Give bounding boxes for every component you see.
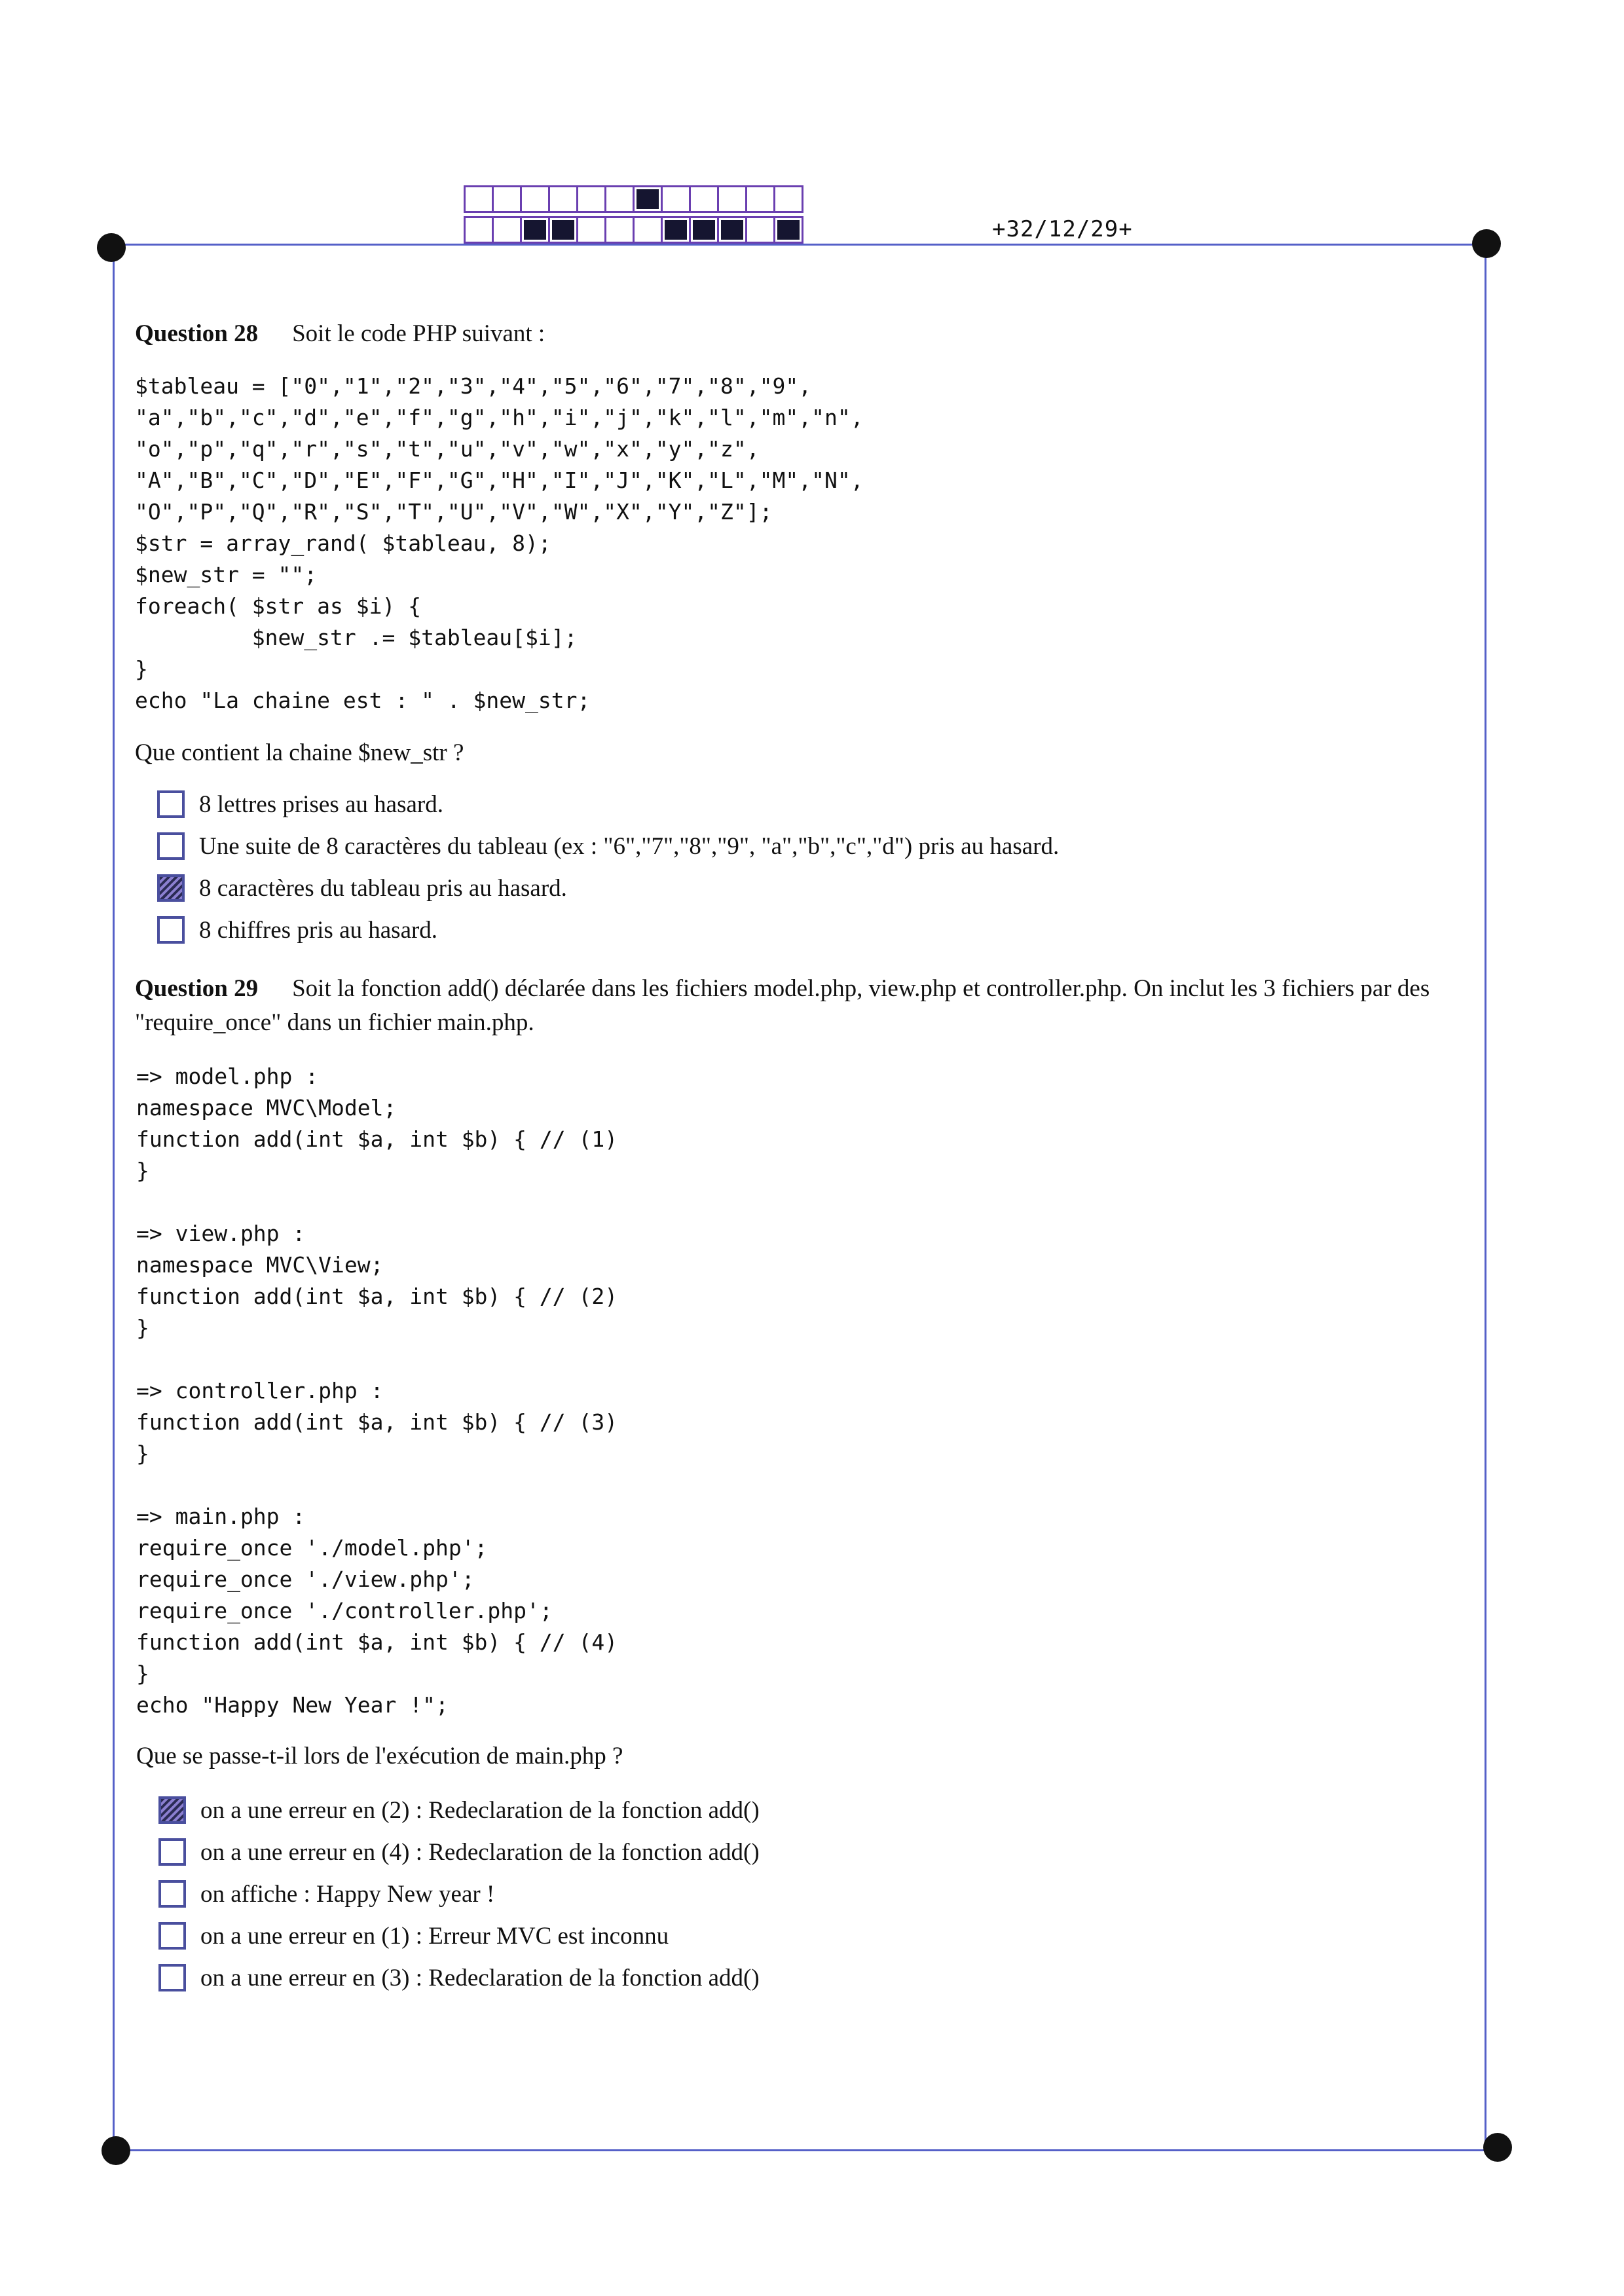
id-box [466,218,492,242]
q28-answer-2-checkbox[interactable] [157,832,185,860]
question-29-intro: Soit la fonction add() déclarée dans les fichiers model.php, view.php et controller.php. On inclut les 3 fichiers par des "require_once" dans un fichier main.php. [135,975,1430,1036]
q29-answer-1-checkbox[interactable] [158,1796,186,1824]
id-box [691,187,717,211]
id-box [466,187,492,211]
frame-bottom [115,2149,1498,2151]
id-box [606,187,633,211]
q28-answer-4-checkbox[interactable] [157,916,185,944]
id-box [691,218,717,242]
q29-answer-3-checkbox[interactable] [158,1880,186,1908]
q28-answer-4-label: 8 chiffres pris au hasard. [199,916,438,944]
id-box [578,187,604,211]
id-box [522,218,548,242]
q29-answer-2-label: on a une erreur en (4) : Redeclaration de la fonction add() [200,1838,760,1866]
question-28-code: $tableau = ["0","1","2","3","4","5","6","7","8","9", "a","b","c","d","e","f","g","h","i","j","k","l","m","n", "o","p","q","r","s","t","u","v","w","x","y","z", "A","B","C","D","E","F","G","H","I","J","K","L","M","N", "O","P","Q","R","S","T","U","V","W","X","Y","Z"]; $str = array_rand( $tableau, 8); $new_str = ""; foreach( $str as $i) { $new_str .= $tableau[$i]; } echo "La chaine est : " . $new_str; [135,373,864,713]
q28-answer-3-label: 8 caractères du tableau pris au hasard. [199,874,567,902]
q29-answer-2-checkbox[interactable] [158,1838,186,1866]
question-29-label: Question 29 [135,975,259,1002]
id-box [635,218,661,242]
id-box [719,218,745,242]
question-28-header [135,317,545,351]
q29-answer-5-checkbox[interactable] [158,1964,186,1991]
student-id-boxes-row-2 [464,216,803,244]
q28-answer-4[interactable] [157,910,437,950]
id-box [494,218,520,242]
id-box [663,218,689,242]
q29-answer-1-label: on a une erreur en (2) : Redeclaration de la fonction add() [200,1796,760,1824]
q29-answer-3-label: on affiche : Happy New year ! [200,1880,495,1908]
q29-answer-2[interactable] [158,1832,760,1872]
q29-answer-3[interactable] [158,1874,494,1914]
id-box [663,187,689,211]
q29-answer-5[interactable] [158,1958,760,1997]
id-box [550,187,576,211]
corner-mark-top-left [97,233,126,262]
id-box [522,187,548,211]
q29-answer-4-label: on a une erreur en (1) : Erreur MVC est inconnu [200,1922,669,1950]
id-box [775,218,802,242]
page-id: +32/12/29+ [992,216,1133,242]
q28-answer-2[interactable] [157,826,1059,866]
id-box [606,218,633,242]
corner-mark-bottom-left [101,2136,130,2165]
student-id-boxes-row-1 [464,185,803,213]
question-29-header [135,972,1471,1040]
q29-answer-5-label: on a une erreur en (3) : Redeclaration de la fonction add() [200,1964,760,1991]
id-box [719,187,745,211]
q29-answer-1[interactable] [158,1790,760,1830]
id-box [747,187,773,211]
q28-answer-3[interactable] [157,868,567,908]
q28-answer-1-label: 8 lettres prises au hasard. [199,790,443,818]
q28-answer-3-checkbox[interactable] [157,874,185,902]
question-28-intro: Soit le code PHP suivant : [292,320,545,347]
id-box [494,187,520,211]
corner-mark-top-right [1472,229,1501,258]
question-28-prompt: Que contient la chaine $new_str ? [135,739,464,766]
q28-answer-2-label: Une suite de 8 caractères du tableau (ex : "6","7","8","9", "a","b","c","d") pris au hasard. [199,832,1060,860]
question-29-prompt: Que se passe-t-il lors de l'exécution de main.php ? [136,1743,623,1769]
frame-left [113,244,115,2151]
corner-mark-bottom-right [1483,2133,1512,2162]
question-28-label: Question 28 [135,320,259,347]
q29-answer-4-checkbox[interactable] [158,1922,186,1950]
frame-right [1485,244,1486,2151]
id-box [578,218,604,242]
q29-answer-4[interactable] [158,1916,669,1955]
q28-answer-1[interactable] [157,785,443,824]
id-box [635,187,661,211]
question-29-code: => model.php : namespace MVC\Model; function add(int $a, int $b) { // (1) } => view.php : namespace MVC\View; function add(int $a, int $b) { // (2) } => controller.php : function add(int $a, int $b) { // (3) } => main.php : require_once './model.php'; require_once './view.php'; require_once './controller.php'; function add(int $a, int $b) { // (4) } echo "Happy New Year !"; [136,1064,618,1718]
id-box [550,218,576,242]
id-box [747,218,773,242]
frame-top [111,244,1486,246]
q28-answer-1-checkbox[interactable] [157,790,185,818]
id-box [775,187,802,211]
